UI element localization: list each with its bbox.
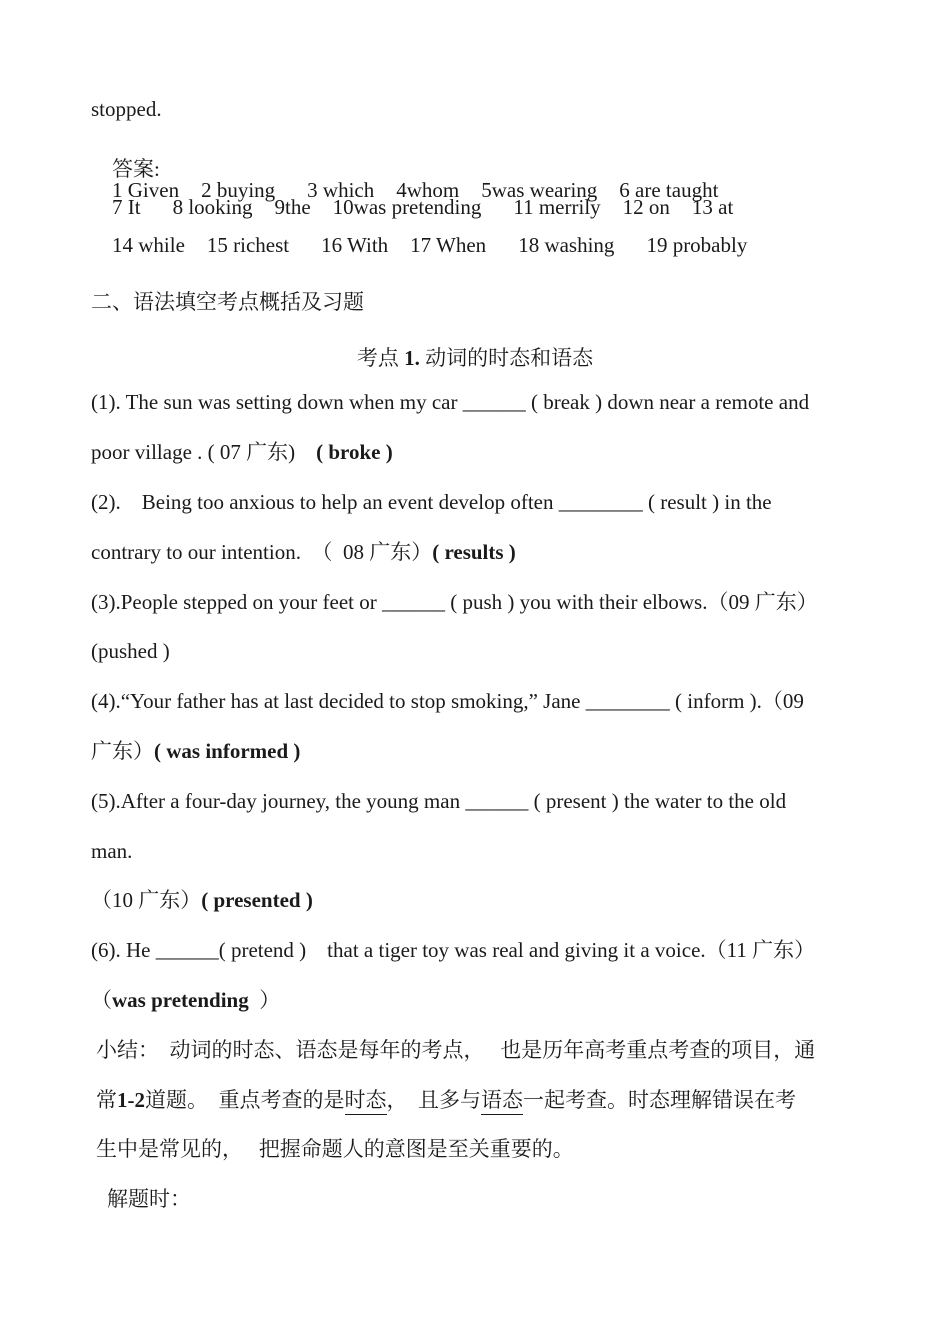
answer-item: 13 at <box>691 195 734 219</box>
question-4-answer: ( was informed ) <box>154 739 301 763</box>
question-2-line-2 <box>91 542 516 563</box>
answer-item: 11 merrily <box>513 195 601 219</box>
underlined-voice: 语态 <box>481 1088 523 1115</box>
question-1-line-2 <box>91 442 393 463</box>
answer-item: 12 on <box>622 195 670 219</box>
question-2-source: contrary to our intention. （ 08 广东） <box>91 540 433 564</box>
question-5-source: （10 广东） <box>91 888 202 912</box>
answer-item: 15 richest <box>206 233 290 257</box>
summary-count: 1-2 <box>117 1088 145 1112</box>
answer-item: 9the <box>274 195 311 219</box>
answer-label: 答案: <box>112 157 160 181</box>
question-4-line-2 <box>91 741 300 762</box>
question-4-line-1: (4).“Your father has at last decided to stop smoking,” Jane ________ ( inform ).（09 <box>91 689 804 713</box>
continued-text: stopped. <box>91 97 162 121</box>
summary-line-1: 小结： 动词的时态、语态是每年的考点， 也是历年高考重点考查的项目，通 <box>96 1038 816 1062</box>
answer-item: 3 which <box>307 178 375 202</box>
topic-prefix: 考点 <box>356 346 399 370</box>
question-5-line-2: man. <box>91 839 133 863</box>
answer-item: 5was wearing <box>481 178 598 202</box>
answer-item: 10was pretending <box>332 195 482 219</box>
question-3-answer: (pushed ) <box>91 639 170 663</box>
question-6-line-1: (6). He ______( pretend ) that a tiger toy was real and giving it a voice.（11 广东） <box>91 938 816 962</box>
question-6-line-2 <box>91 990 280 1011</box>
section-heading: 二、语法填空考点概括及习题 <box>91 290 364 314</box>
question-6-answer: was pretending <box>112 988 249 1012</box>
answer-item: 18 washing <box>518 233 615 257</box>
summary-text: 一起考查。时态理解错误在考 <box>523 1088 796 1112</box>
answer-item: 8 looking <box>172 195 253 219</box>
answer-item: 6 are taught <box>619 178 719 202</box>
answer-item: 4whom <box>396 178 460 202</box>
question-5-answer: ( presented ) <box>201 888 313 912</box>
paren-open: （ <box>91 988 112 1012</box>
question-5-line-1: (5).After a four-day journey, the young man ______ ( present ) the water to the old <box>91 789 787 813</box>
topic-name: 动词的时态和语态 <box>425 346 594 370</box>
answer-item: 1 Given <box>112 178 180 202</box>
summary-text: 道题。 重点考查的是 <box>145 1088 345 1112</box>
underlined-tense: 时态 <box>345 1088 387 1115</box>
answer-item: 7 It <box>112 195 141 219</box>
summary-text: ， 且多与 <box>386 1088 481 1112</box>
answer-item: 17 When <box>410 233 487 257</box>
answer-item: 2 buying <box>201 178 276 202</box>
answer-item: 16 With <box>321 233 389 257</box>
question-1-answer: ( broke ) <box>316 440 393 464</box>
topic-number: 1. <box>404 346 420 370</box>
question-2-answer: ( results ) <box>432 540 516 564</box>
paren-close: ） <box>248 988 281 1012</box>
topic-title <box>0 342 950 372</box>
answer-item: 19 probably <box>646 233 748 257</box>
question-1-source: poor village . ( 07 广东) <box>91 440 296 464</box>
solving-label: 解题时： <box>107 1187 191 1211</box>
question-2-line-1: (2). Being too anxious to help an event develop often ________ ( result ) in the <box>91 490 772 514</box>
question-1-line-1: (1). The sun was setting down when my car ______ ( break ) down near a remote and <box>91 390 810 414</box>
answer-item: 14 while <box>112 233 185 257</box>
question-5-line-3 <box>91 890 313 911</box>
answer-row-3 <box>91 214 747 277</box>
question-4-source: 广东） <box>91 739 154 763</box>
summary-line-3: 生中是常见的， 把握命题人的意图是至关重要的。 <box>96 1137 574 1161</box>
question-3-line-1: (3).People stepped on your feet or ______ ( push ) you with their elbows.（09 广东） <box>91 590 818 614</box>
summary-line-2 <box>96 1090 796 1111</box>
summary-text: 常 <box>96 1088 117 1112</box>
